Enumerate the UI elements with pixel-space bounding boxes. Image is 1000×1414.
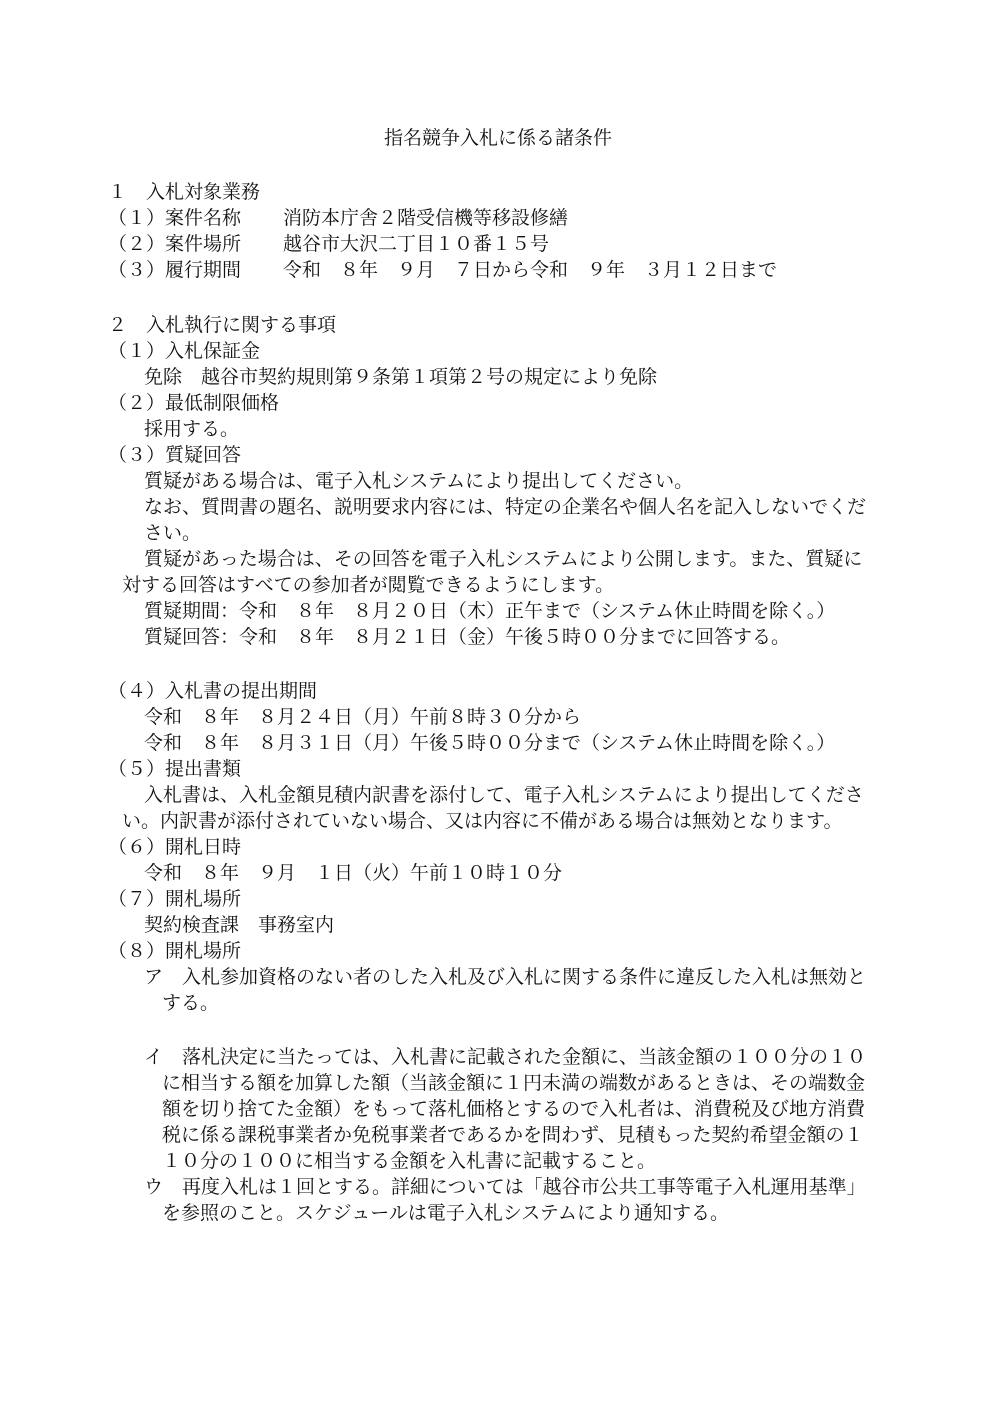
section-1-heading: １ 入札対象業務 <box>108 181 261 203</box>
sub-1-label: （１）入札保証金 <box>108 340 261 362</box>
sub-3-p2b: さい。 <box>144 522 202 544</box>
section-2-heading: ２ 入札執行に関する事項 <box>108 314 337 336</box>
sub-1-body: 免除 越谷市契約規則第９条第１項第２号の規定により免除 <box>144 366 658 388</box>
item-3-value: 令和 ８年 ９月 ７日から令和 ９年 ３月１２日まで <box>283 259 778 281</box>
sub-8-i2: に相当する額を加算した額（当該金額に１円未満の端数があるときは、その端数金 <box>162 1072 866 1094</box>
item-1-value: 消防本庁舎２階受信機等移設修繕 <box>283 207 569 229</box>
sub-7-label: （７）開札場所 <box>108 888 242 910</box>
sub-3-period: 質疑期間：令和 ８年 ８月２０日（木）正午まで（システム休止時間を除く。） <box>144 600 836 622</box>
sub-4-to: 令和 ８年 ８月３１日（月）午後５時００分まで（システム休止時間を除く。） <box>144 732 836 754</box>
sub-3-answer: 質疑回答：令和 ８年 ８月２１日（金）午後５時００分までに回答する。 <box>144 626 791 648</box>
sub-3-p3a: 質疑があった場合は、その回答を電子入札システムにより公開します。また、質疑に <box>144 548 863 570</box>
sub-5-l1: 入札書は、入札金額見積内訳書を添付して、電子入札システムにより提出してくださ <box>144 784 864 806</box>
sub-5-label: （５）提出書類 <box>108 758 242 780</box>
sub-8-a1: ア 入札参加資格のない者のした入札及び入札に関する条件に違反した入札は無効と <box>144 966 867 988</box>
sub-3-p2a: なお、質問書の題名、説明要求内容には、特定の企業名や個人名を記入しないでくだ <box>144 496 867 518</box>
sub-6-body: 令和 ８年 ９月 １日（火）午前１０時１０分 <box>144 862 563 884</box>
sub-5-l2: い。内訳書が添付されていない場合、又は内容に不備がある場合は無効となります。 <box>122 810 843 832</box>
item-1-label: （１）案件名称 <box>108 207 242 229</box>
sub-3-label: （３）質疑回答 <box>108 444 242 466</box>
sub-8-i5: １０分の１００に相当する金額を入札書に記載すること。 <box>162 1150 657 1172</box>
sub-6-label: （６）開札日時 <box>108 836 242 858</box>
sub-8-i3: 額を切り捨てた金額）をもって落札価格とするので入札者は、消費税及び地方消費 <box>162 1098 866 1120</box>
item-2-value: 越谷市大沢二丁目１０番１５号 <box>283 233 550 255</box>
sub-3-p3b: 対する回答はすべての参加者が閲覧できるようにします。 <box>122 574 615 596</box>
sub-4-label: （４）入札書の提出期間 <box>108 680 318 702</box>
sub-8-i4: 税に係る課税事業者か免税事業者であるかを問わず、見積もった契約希望金額の１ <box>162 1124 864 1146</box>
item-3-label: （３）履行期間 <box>108 259 242 281</box>
item-2-label: （２）案件場所 <box>108 233 242 255</box>
sub-7-body: 契約検査課 事務室内 <box>144 914 335 936</box>
sub-4-from: 令和 ８年 ８月２４日（月）午前８時３０分から <box>144 706 582 728</box>
sub-8-i1: イ 落札決定に当たっては、入札書に記載された金額に、当該金額の１００分の１０ <box>144 1046 867 1068</box>
sub-2-label: （２）最低制限価格 <box>108 392 280 414</box>
sub-8-label: （８）開札場所 <box>108 940 242 962</box>
page-title: 指名競争入札に係る諸条件 <box>384 127 613 149</box>
sub-8-a2: する。 <box>162 992 220 1014</box>
sub-2-body: 採用する。 <box>144 418 240 440</box>
sub-3-p1: 質疑がある場合は、電子入札システムにより提出してください。 <box>144 470 694 492</box>
sub-8-u1: ウ 再度入札は１回とする。詳細については「越谷市公共工事等電子入札運用基準」 <box>144 1176 866 1198</box>
sub-8-u2: を参照のこと。スケジュールは電子入札システムにより通知する。 <box>162 1202 729 1224</box>
